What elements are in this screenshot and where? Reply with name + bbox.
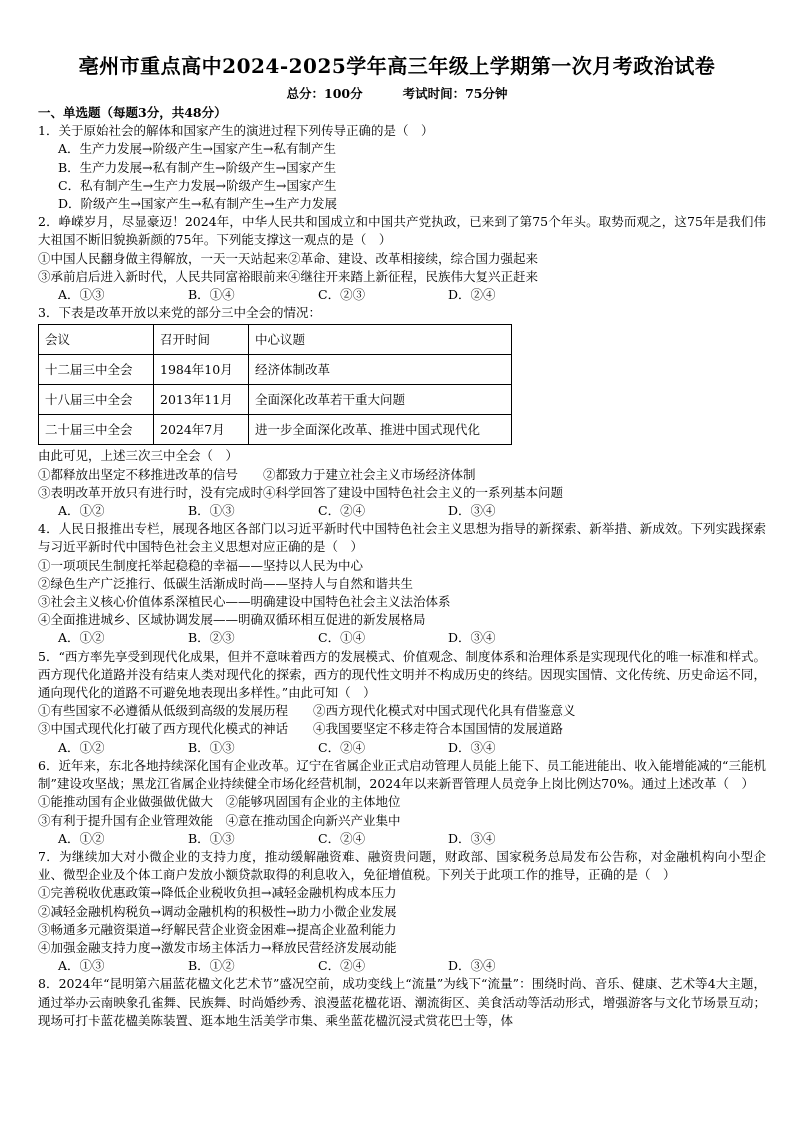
q5-item: ③中国式现代化打破了西方现代化模式的神话 ④我国要坚定不移走符合本国国情的发展道路: [38, 721, 564, 737]
table-cell: 1984年10月: [154, 355, 249, 385]
choice-d: D．③④: [448, 958, 496, 974]
question-4-stem: 4．人民日报推出专栏，展现各地区各部门以习近平新时代中国特色社会主义思想为指导的新探索、新举措、新成效。下列实践探索与习近平新时代中国特色社会主义思想对应正确的是（ ）: [38, 521, 766, 555]
table-cell: 十八届三中全会: [39, 385, 154, 415]
choice-c: C．②③: [318, 287, 366, 303]
q4-item: ④全面推进城乡、区域协调发展——明确双循环相互促进的新发展格局: [38, 612, 426, 628]
choice-d: D．②④: [448, 287, 496, 303]
question-1-stem: 1．关于原始社会的解体和国家产生的演进过程下列传导正确的是（ ）: [38, 123, 434, 139]
choice-d: D．③④: [448, 503, 496, 519]
q1-option-b: B．生产力发展→私有制产生→阶级产生→国家产生: [58, 159, 337, 175]
table-header: 中心议题: [249, 325, 512, 355]
table-cell: 2013年11月: [154, 385, 249, 415]
table-cell: 二十届三中全会: [39, 415, 154, 445]
question-7-stem: 7．为继续加大对小微企业的支持力度，推动缓解融资难、融资贵问题，财政部、国家税务总局发布公告称，对金融机构向小型企业、微型企业及个体工商户发放小额贷款取得的利息收入，免征增值税。下列关于此项工作的推导，正确的是（ ）: [38, 848, 766, 883]
question-5-stem: 5．“西方率先享受到现代化成果，但并不意味着西方的发展模式、价值观念、制度体系和治理体系是实现现代化的唯一标准和样式。西方现代化道路并没有结束人类对现代化的探索，西方的现代性文明并不构成历史的终结。因现实国情、文化传统、历史命运不同，通向现代化的道路不可避免地表现出多样性。”由此可知（ ）: [38, 648, 766, 701]
q4-choices: [38, 629, 766, 647]
choice-a: A．①②: [58, 739, 105, 755]
q6-choices: [38, 830, 766, 848]
table-row: [39, 415, 512, 445]
q1-option-d: D．阶级产生→国家产生→私有制产生→生产力发展: [58, 196, 337, 212]
table-cell: 全面深化改革若干重大问题: [249, 385, 512, 415]
choice-c: C．①④: [318, 630, 366, 646]
total-score: 总分：100分: [286, 86, 363, 101]
q6-item: ③有利于提升国有企业管理效能 ④意在推动国企向新兴产业集中: [38, 812, 401, 828]
table-row: [39, 355, 512, 385]
choice-c: C．②④: [318, 739, 366, 755]
table-header: 召开时间: [154, 325, 249, 355]
choice-b: B．①③: [188, 739, 235, 755]
choice-a: A．①②: [58, 503, 105, 519]
table-header-row: [39, 325, 512, 355]
table-row: [39, 385, 512, 415]
choice-b: B．①③: [188, 503, 235, 519]
q3-lead: 由此可见，上述三次三中全会（ ）: [38, 448, 239, 464]
table-cell: 十二届三中全会: [39, 355, 154, 385]
section-heading: 一、单选题（每题3分，共48分）: [38, 105, 227, 120]
q6-item: ①能推动国有企业做强做优做大 ②能够巩固国有企业的主体地位: [38, 794, 401, 810]
choice-d: D．③④: [448, 630, 496, 646]
q4-item: ②绿色生产广泛推行、低碳生活渐成时尚——坚持人与自然和谐共生: [38, 575, 414, 591]
question-8-stem: 8．2024年“昆明第六届蓝花楹文化艺术节”盛况空前，成功变线上“流量”为线下“流量”：围绕时尚、音乐、健康、艺术等4大主题，通过举办云南映象孔雀舞、民族舞、时尚婚纱秀、浪漫蓝花楹花语、潮流街区、美食活动等活动形式，增强游客与文化节场景互动；现场可打卡蓝花楹美陈装置、逛本地生活美学市集、乘坐蓝花楹沉浸式赏花巴士等，体: [38, 976, 766, 1028]
table-cell: 2024年7月: [154, 415, 249, 445]
plenum-table: [38, 324, 512, 445]
q2-item: ③承前启后进入新时代，人民共同富裕眼前来④继往开来踏上新征程，民族伟大复兴正赶来: [38, 268, 539, 284]
exam-time: 考试时间：75分钟: [402, 86, 508, 101]
q7-item: ①完善税收优惠政策→降低企业税收负担→减轻金融机构成本压力: [38, 885, 397, 901]
question-6-stem: 6．近年来，东北各地持续深化国有企业改革。辽宁在省属企业正式启动管理人员能上能下、员工能进能出、收入能增能减的“三能机制”建设攻坚战；黑龙江省属企业持续健全市场化经营机制，2024年以来新晋管理人员竞争上岗比例达70%。通过上述改革（ ）: [38, 757, 766, 792]
choice-b: B．①③: [188, 830, 235, 846]
table-header: 会议: [39, 325, 154, 355]
choice-a: A．①③: [58, 287, 105, 303]
choice-b: B．②③: [188, 630, 235, 646]
q3-item: ①都释放出坚定不移推进改革的信号 ②都致力于建立社会主义市场经济体制: [38, 466, 476, 482]
choice-c: C．②④: [318, 503, 366, 519]
q1-option-a: A．生产力发展→阶级产生→国家产生→私有制产生: [58, 141, 336, 157]
choice-a: A．①②: [58, 630, 105, 646]
q2-item: ①中国人民翻身做主得解放，一天一天站起来②革命、建设、改革相接续，综合国力强起来: [38, 250, 539, 266]
table-cell: 经济体制改革: [249, 355, 512, 385]
choice-c: C．②④: [318, 830, 366, 846]
q3-choices: [38, 502, 766, 520]
choice-b: B．①④: [188, 287, 235, 303]
choice-a: A．①③: [58, 958, 105, 974]
choice-d: D．③④: [448, 739, 496, 755]
q5-choices: [38, 739, 766, 757]
q4-item: ①一项项民生制度托举起稳稳的幸福——坚持以人民为中心: [38, 557, 364, 573]
q2-choices: [38, 286, 766, 304]
q7-item: ③畅通多元融资渠道→纾解民营企业资金困难→提高企业盈利能力: [38, 921, 397, 937]
choice-a: A．①②: [58, 830, 105, 846]
choice-c: C．②④: [318, 958, 366, 974]
q4-item: ③社会主义核心价值体系深植民心——明确建设中国特色社会主义法治体系: [38, 594, 451, 610]
exam-title: 亳州市重点高中2024-2025学年高三年级上学期第一次月考政治试卷: [78, 54, 716, 78]
choice-b: B．①②: [188, 958, 235, 974]
choice-d: D．③④: [448, 830, 496, 846]
exam-body: [38, 104, 766, 1030]
exam-subtitle: [0, 84, 794, 102]
question-2-stem: 2．峥嵘岁月，尽显豪迈！2024年，中华人民共和国成立和中国共产党执政，已来到了第75个年头。取势而观之，这75年是我们伟大祖国不断旧貌换新颜的75年。下列能支撑这一观点的是（ ）: [38, 214, 766, 248]
q7-choices: [38, 957, 766, 975]
q7-item: ②减轻金融机构税负→调动金融机构的积极性→助力小微企业发展: [38, 903, 397, 919]
q5-item: ①有些国家不必遵循从低级到高级的发展历程 ②西方现代化模式对中国式现代化具有借鉴意义: [38, 703, 576, 719]
question-3-stem: 3．下表是改革开放以来党的部分三中全会的情况：: [38, 305, 321, 321]
table-cell: 进一步全面深化改革、推进中国式现代化: [249, 415, 512, 445]
q7-item: ④加强金融支持力度→激发市场主体活力→释放民营经济发展动能: [38, 939, 397, 955]
q3-item: ③表明改革开放只有进行时，没有完成时④科学回答了建设中国特色社会主义的一系列基本问题: [38, 484, 564, 500]
q1-option-c: C．私有制产生→生产力发展→阶级产生→国家产生: [58, 177, 337, 193]
